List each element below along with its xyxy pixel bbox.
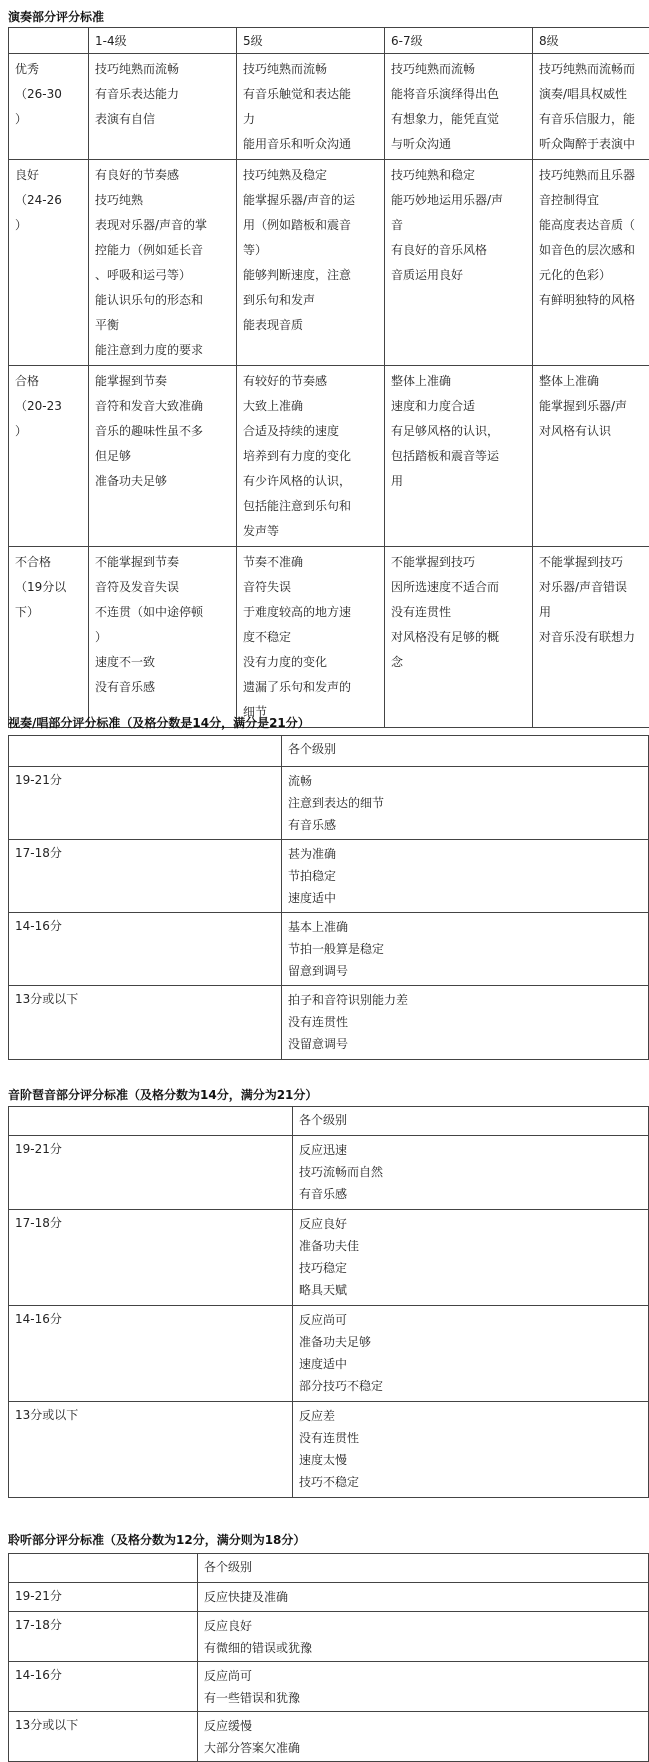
- cell-line: 用: [391, 474, 404, 488]
- cell-line: 反应缓慢: [204, 1719, 253, 1733]
- cell-line: 没有连贯性: [288, 1015, 349, 1029]
- cell-line: 节奏不准确: [243, 555, 304, 569]
- cell-line: 技巧纯熟和稳定: [391, 168, 476, 182]
- grade-cell: [9, 547, 89, 728]
- cell-line: 用（例如踏板和震音: [243, 218, 352, 232]
- cell-line: 如音色的层次感和: [539, 243, 636, 257]
- table-row: [9, 986, 649, 1060]
- grade-cell: [9, 160, 89, 366]
- score-cell: 14-16分: [9, 1306, 293, 1402]
- cell-line: 速度适中: [288, 891, 337, 905]
- cell-line: 对风格没有足够的概: [391, 630, 500, 644]
- cell-line: 优秀: [15, 62, 40, 76]
- cell-line: 有音乐触觉和表达能: [243, 87, 352, 101]
- table-row: [9, 366, 649, 547]
- criteria-cell: [293, 1136, 649, 1210]
- cell-line: 能将音乐演绎得出色: [391, 87, 500, 101]
- cell-line: 技巧纯熟及稳定: [243, 168, 328, 182]
- criteria-cell: [237, 547, 385, 728]
- aural-table-wrap: [8, 1553, 649, 1762]
- cell-line: 有音乐信服力，能: [539, 112, 636, 126]
- cell-line: 不连贯（如中途停顿: [95, 605, 204, 619]
- cell-line: 有想象力，能凭直觉: [391, 112, 500, 126]
- cell-line: 技巧不稳定: [299, 1475, 360, 1489]
- sight-table-wrap: [8, 735, 649, 1060]
- column-header: [9, 28, 89, 54]
- table-row: [9, 1712, 649, 1762]
- cell-line: 技巧流畅而自然: [299, 1165, 384, 1179]
- cell-line: 于难度较高的地方速: [243, 605, 352, 619]
- cell-line: 技巧稳定: [299, 1261, 348, 1275]
- cell-line: 能表现音质: [243, 318, 304, 332]
- sight-table: [8, 735, 649, 1060]
- cell-line: 控能力（例如延长音: [95, 243, 204, 257]
- column-header: 6-7级: [385, 28, 533, 54]
- cell-line: ）: [15, 112, 28, 126]
- table-row: [9, 1583, 649, 1612]
- cell-line: 遗漏了乐句和发声的: [243, 680, 352, 694]
- column-header: 5级: [237, 28, 385, 54]
- cell-line: 合适及持续的速度: [243, 424, 340, 438]
- score-cell: 13分或以下: [9, 986, 282, 1060]
- criteria-cell: [282, 767, 649, 840]
- column-header: [9, 1107, 293, 1136]
- criteria-cell: [533, 547, 649, 728]
- criteria-cell: [198, 1583, 649, 1612]
- cell-line: 合格: [15, 374, 40, 388]
- cell-line: 能掌握到乐器/声: [539, 399, 628, 413]
- cell-line: 表演有自信: [95, 112, 156, 126]
- cell-line: 有鲜明独特的风格: [539, 293, 636, 307]
- cell-line: 能巧妙地运用乐器/声: [391, 193, 504, 207]
- cell-line: 没有连贯性: [391, 605, 452, 619]
- criteria-cell: [198, 1712, 649, 1762]
- cell-line: 能高度表达音质（: [539, 218, 636, 232]
- cell-line: 能够判断速度，注意: [243, 268, 352, 282]
- cell-line: 能认识乐句的形态和: [95, 293, 204, 307]
- cell-line: 、呼吸和运弓等）: [95, 268, 192, 282]
- cell-line: 反应尚可: [299, 1313, 348, 1327]
- table-row: [9, 840, 649, 913]
- cell-line: 基本上准确: [288, 920, 349, 934]
- cell-line: 有少许风格的认识，: [243, 474, 352, 488]
- cell-line: 能掌握乐器/声音的运: [243, 193, 356, 207]
- cell-line: 音符及发音失误: [95, 580, 180, 594]
- cell-line: 良好: [15, 168, 40, 182]
- score-cell: 17-18分: [9, 1612, 198, 1662]
- cell-line: 速度适中: [299, 1357, 348, 1371]
- score-cell: 17-18分: [9, 840, 282, 913]
- column-header: [9, 1554, 198, 1583]
- score-cell: 13分或以下: [9, 1402, 293, 1498]
- column-header: 8级: [533, 28, 649, 54]
- table-row: [9, 160, 649, 366]
- criteria-cell: [385, 54, 533, 160]
- cell-line: 演奏/唱具权威性: [539, 87, 628, 101]
- header-row: [9, 736, 649, 767]
- aural-table: [8, 1553, 649, 1762]
- criteria-cell: [533, 54, 649, 160]
- cell-line: 技巧纯熟而且乐器: [539, 168, 636, 182]
- cell-line: 速度不一致: [95, 655, 156, 669]
- score-cell: 13分或以下: [9, 1712, 198, 1762]
- aural-title: 聆听部分评分标准（及格分数为12分，满分则为18分）: [8, 1533, 306, 1547]
- criteria-cell: [198, 1612, 649, 1662]
- scales-table: [8, 1106, 649, 1498]
- cell-line: （19分以: [15, 580, 67, 594]
- cell-line: 有一些错误和犹豫: [204, 1691, 301, 1705]
- cell-line: 大致上准确: [243, 399, 304, 413]
- cell-line: 对乐器/声音错误: [539, 580, 628, 594]
- cell-line: 包括踏板和震音等运: [391, 449, 500, 463]
- cell-line: 技巧纯熟而流畅: [391, 62, 476, 76]
- criteria-cell: [293, 1306, 649, 1402]
- criteria-cell: [533, 366, 649, 547]
- cell-line: 准备功夫足够: [95, 474, 168, 488]
- cell-line: 包括能注意到乐句和: [243, 499, 352, 513]
- cell-line: 有音乐表达能力: [95, 87, 180, 101]
- cell-line: 用: [539, 605, 552, 619]
- cell-line: 准备功夫佳: [299, 1239, 360, 1253]
- cell-line: 流畅: [288, 774, 313, 788]
- table-row: [9, 1136, 649, 1210]
- cell-line: 音: [391, 218, 404, 232]
- criteria-cell: [293, 1402, 649, 1498]
- cell-line: 节拍一般算是稳定: [288, 942, 385, 956]
- header-row: [9, 1554, 649, 1583]
- cell-line: 培养到有力度的变化: [243, 449, 352, 463]
- column-header: [9, 736, 282, 767]
- criteria-cell: [237, 160, 385, 366]
- cell-line: 音质运用良好: [391, 268, 464, 282]
- cell-line: 反应良好: [204, 1619, 253, 1633]
- criteria-cell: [237, 366, 385, 547]
- cell-line: 因所选速度不适合而: [391, 580, 500, 594]
- criteria-cell: [282, 986, 649, 1060]
- cell-line: 元化的色彩）: [539, 268, 612, 282]
- score-cell: 14-16分: [9, 1662, 198, 1712]
- cell-line: 下）: [15, 605, 40, 619]
- score-cell: 19-21分: [9, 767, 282, 840]
- cell-line: （20-23: [15, 399, 62, 413]
- criteria-cell: [385, 160, 533, 366]
- performance-table: [8, 27, 649, 728]
- cell-line: ）: [15, 424, 28, 438]
- sight-title: 视奏/唱部分评分标准（及格分数是14分，满分是21分）: [8, 716, 310, 730]
- cell-line: 表现对乐器/声音的掌: [95, 218, 208, 232]
- cell-line: 音符失误: [243, 580, 292, 594]
- cell-line: 等）: [243, 243, 268, 257]
- cell-line: 有微细的错误或犹豫: [204, 1641, 313, 1655]
- cell-line: 音乐的趣味性虽不多: [95, 424, 204, 438]
- cell-line: 大部分答案欠准确: [204, 1741, 301, 1755]
- cell-line: 没有音乐感: [95, 680, 156, 694]
- cell-line: 没留意调号: [288, 1037, 349, 1051]
- column-header: 各个级别: [282, 736, 649, 767]
- cell-line: 有较好的节奏感: [243, 374, 328, 388]
- cell-line: 念: [391, 655, 404, 669]
- column-header: 1-4级: [89, 28, 237, 54]
- header-row: [9, 1107, 649, 1136]
- cell-line: 有良好的节奏感: [95, 168, 180, 182]
- column-header: 各个级别: [293, 1107, 649, 1136]
- cell-line: 技巧纯熟而流畅: [95, 62, 180, 76]
- cell-line: 反应迅速: [299, 1143, 348, 1157]
- cell-line: 有足够风格的认识，: [391, 424, 500, 438]
- cell-line: 有音乐感: [288, 818, 337, 832]
- cell-line: 能用音乐和听众沟通: [243, 137, 352, 151]
- table-row: [9, 1612, 649, 1662]
- criteria-cell: [237, 54, 385, 160]
- cell-line: 度不稳定: [243, 630, 292, 644]
- cell-line: 力: [243, 112, 256, 126]
- score-cell: 19-21分: [9, 1583, 198, 1612]
- criteria-cell: [89, 54, 237, 160]
- performance-title: 演奏部分评分标准: [8, 10, 105, 24]
- cell-line: 能注意到力度的要求: [95, 343, 204, 357]
- cell-line: 注意到表达的细节: [288, 796, 385, 810]
- cell-line: 甚为准确: [288, 847, 337, 861]
- cell-line: 平衡: [95, 318, 120, 332]
- criteria-cell: [89, 547, 237, 728]
- criteria-cell: [89, 366, 237, 547]
- cell-line: 不能掌握到技巧: [391, 555, 476, 569]
- criteria-cell: [533, 160, 649, 366]
- cell-line: 技巧纯熟: [95, 193, 144, 207]
- cell-line: 反应良好: [299, 1217, 348, 1231]
- criteria-cell: [198, 1662, 649, 1712]
- cell-line: 没有连贯性: [299, 1431, 360, 1445]
- cell-line: 音控制得宜: [539, 193, 600, 207]
- cell-line: 细节: [243, 705, 268, 719]
- score-cell: 14-16分: [9, 913, 282, 986]
- criteria-cell: [385, 547, 533, 728]
- cell-line: 反应尚可: [204, 1669, 253, 1683]
- cell-line: ）: [15, 218, 28, 232]
- scales-table-wrap: [8, 1106, 649, 1498]
- cell-line: 整体上准确: [539, 374, 600, 388]
- cell-line: 不能掌握到技巧: [539, 555, 624, 569]
- criteria-cell: [293, 1210, 649, 1306]
- cell-line: 部分技巧不稳定: [299, 1379, 384, 1393]
- cell-line: 反应差: [299, 1409, 336, 1423]
- cell-line: 听众陶醉于表演中: [539, 137, 636, 151]
- cell-line: 速度太慢: [299, 1453, 348, 1467]
- grade-cell: [9, 54, 89, 160]
- criteria-cell: [385, 366, 533, 547]
- criteria-cell: [282, 913, 649, 986]
- cell-line: （26-30: [15, 87, 62, 101]
- criteria-cell: [89, 160, 237, 366]
- table-row: [9, 767, 649, 840]
- cell-line: 整体上准确: [391, 374, 452, 388]
- table-row: [9, 1402, 649, 1498]
- cell-line: 但足够: [95, 449, 132, 463]
- cell-line: 没有力度的变化: [243, 655, 328, 669]
- performance-table-wrap: [8, 27, 649, 728]
- scales-title: 音阶琶音部分评分标准（及格分数为14分，满分为21分）: [8, 1088, 318, 1102]
- column-header: 各个级别: [198, 1554, 649, 1583]
- criteria-cell: [282, 840, 649, 913]
- cell-line: 节拍稳定: [288, 869, 337, 883]
- table-row: [9, 913, 649, 986]
- cell-line: 发声等: [243, 524, 280, 538]
- score-cell: 17-18分: [9, 1210, 293, 1306]
- cell-line: 能掌握到节奏: [95, 374, 168, 388]
- table-row: [9, 1662, 649, 1712]
- cell-line: 不能掌握到节奏: [95, 555, 180, 569]
- cell-line: （24-26: [15, 193, 62, 207]
- table-row: [9, 547, 649, 728]
- cell-line: 反应快捷及准确: [204, 1590, 289, 1604]
- cell-line: 到乐句和发声: [243, 293, 316, 307]
- cell-line: 技巧纯熟而流畅: [243, 62, 328, 76]
- header-row: [9, 28, 649, 54]
- table-row: [9, 54, 649, 160]
- cell-line: 不合格: [15, 555, 52, 569]
- cell-line: 速度和力度合适: [391, 399, 476, 413]
- cell-line: ）: [95, 630, 108, 644]
- cell-line: 留意到调号: [288, 964, 349, 978]
- cell-line: 略具天赋: [299, 1283, 348, 1297]
- cell-line: 有良好的音乐风格: [391, 243, 488, 257]
- table-row: [9, 1210, 649, 1306]
- grade-cell: [9, 366, 89, 547]
- cell-line: 对音乐没有联想力: [539, 630, 636, 644]
- score-cell: 19-21分: [9, 1136, 293, 1210]
- cell-line: 对风格有认识: [539, 424, 612, 438]
- cell-line: 有音乐感: [299, 1187, 348, 1201]
- cell-line: 技巧纯熟而流畅而: [539, 62, 636, 76]
- cell-line: 音符和发音大致准确: [95, 399, 204, 413]
- cell-line: 与听众沟通: [391, 137, 452, 151]
- cell-line: 拍子和音符识别能力差: [288, 993, 409, 1007]
- cell-line: 准备功夫足够: [299, 1335, 372, 1349]
- table-row: [9, 1306, 649, 1402]
